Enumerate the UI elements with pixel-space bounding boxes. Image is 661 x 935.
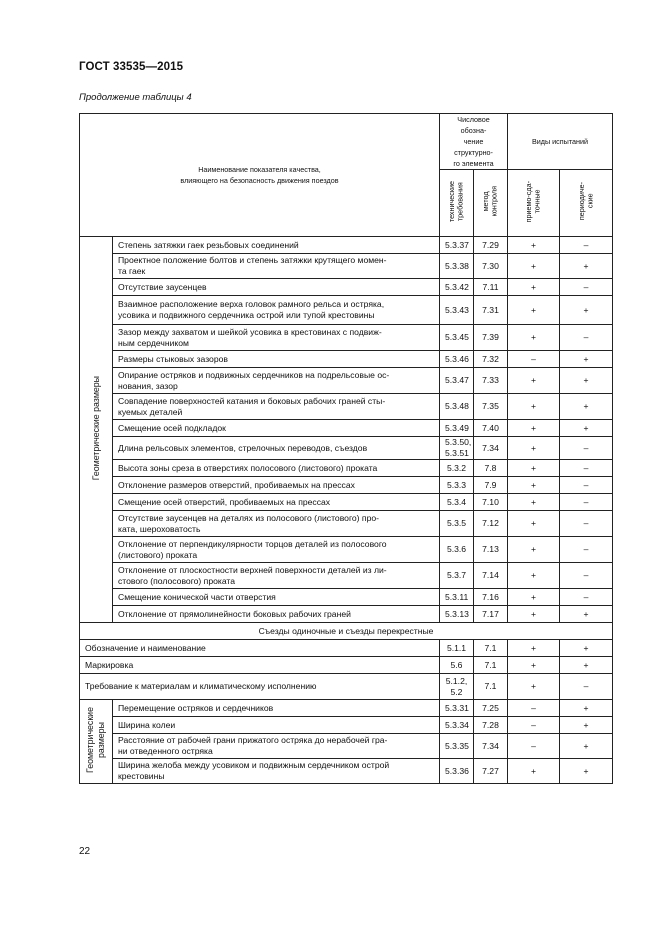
tech-requirement-ref: 5.3.11 (440, 589, 474, 606)
indicator-name: Проектное положение болтов и степень затяжки крутящего момен- та гаек (113, 254, 440, 279)
control-method-ref: 7.17 (474, 606, 508, 623)
tech-requirement-ref: 5.3.6 (440, 537, 474, 563)
indicator-name: Опирание остряков и подвижных сердечников на подрельсовые ос- нования, зазор (113, 368, 440, 394)
table-row (80, 700, 613, 717)
indicator-name: Смещение осей подкладок (113, 420, 440, 437)
indicator-name: Отклонение от перпендикулярности торцов деталей из полосового (листового) проката (113, 537, 440, 563)
indicator-name: Взаимное расположение верха головок рамного рельса и остряка, усовика и подвижного сердечника острой или тупой крестовины (113, 296, 440, 325)
header-indicator-name: Наименование показателя качества, влияющего на безопасность движения поездов (80, 114, 440, 237)
periodic-test-mark: + (560, 296, 613, 325)
acceptance-test-mark: + (508, 759, 560, 784)
table-row (80, 563, 613, 589)
indicator-name: Перемещение остряков и сердечников (113, 700, 440, 717)
tech-requirement-ref: 5.3.46 (440, 351, 474, 368)
periodic-test-mark: – (560, 674, 613, 700)
indicator-name: Степень затяжки гаек резьбовых соединений (113, 237, 440, 254)
indicator-name: Зазор между захватом и шейкой усовика в крестовинах с подвиж- ным сердечником (113, 325, 440, 351)
acceptance-test-mark: – (508, 734, 560, 759)
control-method-ref: 7.31 (474, 296, 508, 325)
table-row (80, 606, 613, 623)
table-row (80, 351, 613, 368)
table-row (80, 420, 613, 437)
periodic-test-mark: + (560, 640, 613, 657)
acceptance-test-mark: – (508, 351, 560, 368)
table-row (80, 477, 613, 494)
indicator-name: Длина рельсовых элементов, стрелочных переводов, съездов (113, 437, 440, 460)
periodic-test-mark: – (560, 537, 613, 563)
indicator-name: Высота зоны среза в отверстиях полосового (листового) проката (113, 460, 440, 477)
tech-requirement-ref: 5.3.36 (440, 759, 474, 784)
periodic-test-mark: + (560, 700, 613, 717)
periodic-test-mark: – (560, 563, 613, 589)
acceptance-test-mark: – (508, 700, 560, 717)
tech-requirement-ref: 5.3.38 (440, 254, 474, 279)
control-method-ref: 7.16 (474, 589, 508, 606)
control-method-ref: 7.33 (474, 368, 508, 394)
tech-requirement-ref: 5.1.2, 5.2 (440, 674, 474, 700)
periodic-test-mark: + (560, 351, 613, 368)
tech-requirement-ref: 5.3.35 (440, 734, 474, 759)
periodic-test-mark: – (560, 437, 613, 460)
group-geometric-dimensions (80, 237, 613, 623)
table-row (80, 494, 613, 511)
acceptance-test-mark: + (508, 394, 560, 420)
tech-requirement-ref: 5.3.49 (440, 420, 474, 437)
indicator-name: Ширина колеи (113, 717, 440, 734)
document-code: ГОСТ 33535—2015 (79, 61, 184, 73)
periodic-test-mark: – (560, 325, 613, 351)
indicator-name: Смещение осей отверстий, пробиваемых на прессах (113, 494, 440, 511)
control-method-ref: 7.34 (474, 437, 508, 460)
group-label-crossover-geometric-dimensions: Геометрические размеры (80, 700, 113, 784)
acceptance-test-mark: + (508, 296, 560, 325)
header-test-types: Виды испытаний (508, 114, 613, 170)
table-row (80, 511, 613, 537)
table-caption: Продолжение таблицы 4 (79, 92, 192, 103)
header-tech-requirements: технические требования (440, 170, 474, 237)
indicator-name: Маркировка (80, 657, 440, 674)
periodic-test-mark: + (560, 606, 613, 623)
periodic-test-mark: + (560, 368, 613, 394)
acceptance-test-mark: + (508, 460, 560, 477)
periodic-test-mark: + (560, 394, 613, 420)
table-row (80, 674, 613, 700)
periodic-test-mark: – (560, 494, 613, 511)
control-method-ref: 7.27 (474, 759, 508, 784)
table-row (80, 734, 613, 759)
control-method-ref: 7.40 (474, 420, 508, 437)
tech-requirement-ref: 5.3.2 (440, 460, 474, 477)
tech-requirement-ref: 5.3.50, 5.3.51 (440, 437, 474, 460)
group-crossover-geometric-dimensions (80, 700, 613, 784)
control-method-ref: 7.32 (474, 351, 508, 368)
acceptance-test-mark: + (508, 477, 560, 494)
control-method-ref: 7.29 (474, 237, 508, 254)
header-numeric-designation: Числовое обозна- чение структурно- го элемента (440, 114, 508, 170)
control-method-ref: 7.11 (474, 279, 508, 296)
table-row (80, 437, 613, 460)
tech-requirement-ref: 5.3.3 (440, 477, 474, 494)
table-row (80, 279, 613, 296)
control-method-ref: 7.13 (474, 537, 508, 563)
header-control-method: метод контроля (474, 170, 508, 237)
acceptance-test-mark: + (508, 640, 560, 657)
table-row (80, 254, 613, 279)
acceptance-test-mark: + (508, 420, 560, 437)
periodic-test-mark: – (560, 237, 613, 254)
tech-requirement-ref: 5.1.1 (440, 640, 474, 657)
periodic-test-mark: – (560, 460, 613, 477)
control-method-ref: 7.34 (474, 734, 508, 759)
control-method-ref: 7.35 (474, 394, 508, 420)
table-row (80, 589, 613, 606)
group-label-geometric-dimensions: Геометрические размеры (80, 237, 113, 623)
tech-requirement-ref: 5.3.31 (440, 700, 474, 717)
table-row (80, 759, 613, 784)
tech-requirement-ref: 5.3.5 (440, 511, 474, 537)
periodic-test-mark: + (560, 254, 613, 279)
table-row (80, 368, 613, 394)
indicator-name: Смещение конической части отверстия (113, 589, 440, 606)
tech-requirement-ref: 5.3.4 (440, 494, 474, 511)
acceptance-test-mark: + (508, 657, 560, 674)
acceptance-test-mark: + (508, 325, 560, 351)
acceptance-test-mark: + (508, 368, 560, 394)
header-acceptance-tests: приемо-сда- точные (508, 170, 560, 237)
control-method-ref: 7.9 (474, 477, 508, 494)
section-crossovers (80, 623, 613, 700)
periodic-test-mark: + (560, 420, 613, 437)
table-row (80, 296, 613, 325)
table-row (80, 717, 613, 734)
acceptance-test-mark: + (508, 563, 560, 589)
tech-requirement-ref: 5.3.45 (440, 325, 474, 351)
page-number: 22 (79, 846, 91, 857)
table-head (80, 114, 613, 237)
tech-requirement-ref: 5.6 (440, 657, 474, 674)
periodic-test-mark: + (560, 759, 613, 784)
indicator-name: Совпадение поверхностей катания и боковых рабочих граней сты- куемых деталей (113, 394, 440, 420)
indicator-name: Отсутствие заусенцев на деталях из полосового (листового) про- ката, шероховатость (113, 511, 440, 537)
acceptance-test-mark: + (508, 254, 560, 279)
indicator-name: Расстояние от рабочей грани прижатого остряка до нерабочей гра- ни отведенного остряка (113, 734, 440, 759)
periodic-test-mark: – (560, 477, 613, 494)
indicator-name: Отсутствие заусенцев (113, 279, 440, 296)
control-method-ref: 7.1 (474, 640, 508, 657)
header-periodic-tests: периодиче- ские (560, 170, 613, 237)
control-method-ref: 7.1 (474, 657, 508, 674)
tech-requirement-ref: 5.3.43 (440, 296, 474, 325)
acceptance-test-mark: + (508, 674, 560, 700)
indicator-name: Отклонение от плоскостности верхней поверхности деталей из ли- стового (полосового) проката (113, 563, 440, 589)
periodic-test-mark: – (560, 589, 613, 606)
control-method-ref: 7.39 (474, 325, 508, 351)
control-method-ref: 7.10 (474, 494, 508, 511)
indicator-name: Отклонение размеров отверстий, пробиваемых на прессах (113, 477, 440, 494)
control-method-ref: 7.30 (474, 254, 508, 279)
periodic-test-mark: – (560, 511, 613, 537)
periodic-test-mark: – (560, 279, 613, 296)
acceptance-test-mark: + (508, 437, 560, 460)
tech-requirement-ref: 5.3.48 (440, 394, 474, 420)
table-row (80, 325, 613, 351)
section-title: Съезды одиночные и съезды перекрестные (80, 623, 613, 640)
tech-requirement-ref: 5.3.34 (440, 717, 474, 734)
acceptance-test-mark: + (508, 589, 560, 606)
acceptance-test-mark: + (508, 537, 560, 563)
acceptance-test-mark: – (508, 717, 560, 734)
table-row (80, 657, 613, 674)
table-row (80, 460, 613, 477)
acceptance-test-mark: + (508, 606, 560, 623)
control-method-ref: 7.8 (474, 460, 508, 477)
table-row (80, 640, 613, 657)
indicator-name: Обозначение и наименование (80, 640, 440, 657)
table-row (80, 394, 613, 420)
acceptance-test-mark: + (508, 494, 560, 511)
control-method-ref: 7.25 (474, 700, 508, 717)
indicator-name: Требование к материалам и климатическому исполнению (80, 674, 440, 700)
acceptance-test-mark: + (508, 511, 560, 537)
control-method-ref: 7.28 (474, 717, 508, 734)
tech-requirement-ref: 5.3.47 (440, 368, 474, 394)
acceptance-test-mark: + (508, 237, 560, 254)
tech-requirement-ref: 5.3.42 (440, 279, 474, 296)
tech-requirement-ref: 5.3.13 (440, 606, 474, 623)
control-method-ref: 7.14 (474, 563, 508, 589)
table-row (80, 237, 613, 254)
section-row (80, 623, 613, 640)
tech-requirement-ref: 5.3.7 (440, 563, 474, 589)
indicator-name: Размеры стыковых зазоров (113, 351, 440, 368)
table-row (80, 537, 613, 563)
requirements-table (79, 113, 613, 784)
acceptance-test-mark: + (508, 279, 560, 296)
control-method-ref: 7.1 (474, 674, 508, 700)
periodic-test-mark: + (560, 717, 613, 734)
periodic-test-mark: + (560, 734, 613, 759)
indicator-name: Ширина желоба между усовиком и подвижным сердечником острой крестовины (113, 759, 440, 784)
indicator-name: Отклонение от прямолинейности боковых рабочих граней (113, 606, 440, 623)
periodic-test-mark: + (560, 657, 613, 674)
control-method-ref: 7.12 (474, 511, 508, 537)
tech-requirement-ref: 5.3.37 (440, 237, 474, 254)
